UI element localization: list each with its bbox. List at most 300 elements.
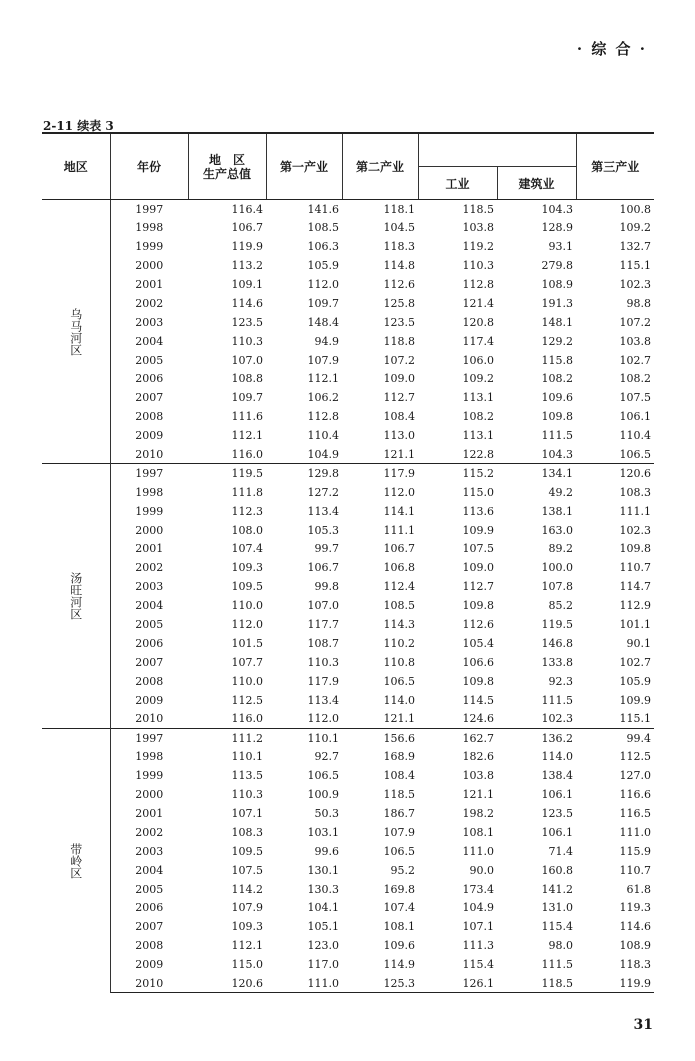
tertiary-cell: 108.2 (619, 372, 651, 386)
primary-cell: 127.2 (307, 485, 339, 499)
table-row (42, 785, 654, 804)
construction-cell: 148.1 (541, 315, 573, 329)
table-row (42, 615, 654, 634)
table-row (42, 313, 654, 332)
table-row (42, 388, 654, 407)
tertiary-cell: 100.8 (576, 200, 654, 219)
construction-cell: 115.4 (541, 920, 573, 934)
industry-cell: 90.0 (469, 863, 494, 877)
primary-cell: 107.0 (307, 599, 339, 613)
year-cell: 2003 (135, 580, 164, 594)
industry-cell: 126.1 (418, 974, 497, 993)
header-secondary: 第二产业 (342, 133, 418, 200)
secondary-cell: 125.3 (342, 974, 418, 993)
industry-cell: 115.4 (462, 958, 494, 972)
table-row (42, 653, 654, 672)
table-row (42, 407, 654, 426)
industry-cell: 108.1 (462, 825, 494, 839)
industry-cell: 109.8 (462, 674, 494, 688)
construction-cell: 129.2 (541, 334, 573, 348)
secondary-cell: 114.3 (383, 618, 415, 632)
year-cell: 1997 (110, 728, 188, 747)
header-gdp-line1: 地 区 (208, 152, 245, 167)
table-row (42, 237, 654, 256)
construction-cell: 104.3 (497, 200, 576, 219)
secondary-cell: 114.9 (383, 958, 415, 972)
industry-cell: 182.6 (462, 750, 494, 764)
primary-cell: 105.9 (307, 259, 339, 273)
tertiary-cell: 119.3 (619, 901, 651, 915)
industry-cell: 121.4 (462, 296, 494, 310)
primary-cell: 141.6 (266, 200, 342, 219)
secondary-cell: 110.8 (383, 655, 415, 669)
secondary-cell: 112.0 (383, 485, 415, 499)
year-cell: 2005 (135, 353, 164, 367)
year-cell: 2005 (135, 882, 164, 896)
year-cell: 2010 (110, 974, 188, 993)
tertiary-cell: 110.7 (619, 863, 651, 877)
secondary-cell: 186.7 (383, 806, 415, 820)
gdp-cell: 106.7 (231, 221, 263, 235)
year-cell: 2004 (135, 863, 164, 877)
industry-cell: 120.8 (462, 315, 494, 329)
gdp-cell: 110.3 (231, 788, 263, 802)
construction-cell: 133.8 (541, 655, 573, 669)
construction-cell: 136.2 (497, 728, 576, 747)
tertiary-cell: 111.1 (619, 504, 651, 518)
year-cell: 2002 (135, 561, 164, 575)
gdp-cell: 107.0 (231, 353, 263, 367)
tertiary-cell: 90.1 (626, 636, 651, 650)
tertiary-cell: 102.3 (619, 278, 651, 291)
industry-cell: 107.5 (462, 542, 494, 556)
table-row (42, 540, 654, 559)
year-cell: 2000 (135, 259, 164, 273)
secondary-cell: 95.2 (390, 863, 415, 877)
table-row (42, 804, 654, 823)
header-tertiary: 第三产业 (576, 133, 654, 200)
tertiary-cell: 98.8 (626, 296, 651, 310)
construction-cell: 109.6 (541, 391, 573, 405)
construction-cell: 118.5 (497, 974, 576, 993)
year-cell: 2007 (135, 655, 164, 669)
construction-cell: 71.4 (548, 844, 573, 858)
gdp-cell: 109.7 (231, 391, 263, 405)
industry-cell: 103.8 (462, 221, 494, 235)
header-industry: 工业 (418, 167, 497, 200)
year-cell: 2009 (135, 429, 164, 443)
gdp-cell: 115.0 (231, 958, 263, 972)
construction-cell: 98.0 (548, 939, 573, 953)
secondary-cell: 168.9 (383, 750, 415, 764)
secondary-cell: 114.1 (383, 504, 415, 518)
construction-cell: 114.0 (541, 750, 573, 764)
tertiary-cell: 101.1 (619, 618, 651, 632)
table-row (42, 275, 654, 294)
gdp-cell: 116.0 (231, 447, 263, 461)
primary-cell: 148.4 (307, 315, 339, 329)
year-cell: 2001 (135, 806, 164, 820)
primary-cell: 106.7 (307, 561, 339, 575)
year-cell: 1997 (110, 200, 188, 219)
primary-cell: 106.2 (307, 391, 339, 405)
table-row (42, 445, 654, 464)
gdp-cell: 116.4 (188, 200, 266, 219)
secondary-cell: 113.0 (383, 429, 415, 443)
industry-cell: 117.4 (462, 334, 494, 348)
construction-cell: 128.9 (541, 221, 573, 235)
tertiary-cell: 112.5 (619, 750, 651, 764)
table-row (42, 200, 654, 219)
table-row (42, 880, 654, 899)
construction-cell: 163.0 (541, 523, 573, 537)
primary-cell: 110.3 (307, 655, 339, 669)
secondary-cell: 108.1 (383, 920, 415, 934)
gdp-cell: 113.5 (231, 769, 263, 783)
industry-cell: 105.4 (462, 636, 494, 650)
construction-cell: 92.3 (548, 674, 573, 688)
tertiary-cell: 102.3 (619, 523, 651, 537)
tertiary-cell: 106.1 (619, 410, 651, 424)
table-row (42, 426, 654, 445)
primary-cell: 112.1 (307, 372, 339, 386)
construction-cell: 191.3 (541, 296, 573, 310)
table-row (42, 294, 654, 313)
tertiary-cell: 109.8 (619, 542, 651, 556)
construction-cell: 119.5 (541, 618, 573, 632)
year-cell: 2009 (135, 693, 164, 707)
gdp-cell: 114.6 (231, 296, 263, 310)
year-cell: 2001 (135, 278, 164, 291)
table-row (42, 691, 654, 710)
industry-cell: 112.6 (462, 618, 494, 632)
primary-cell: 117.9 (307, 674, 339, 688)
year-cell: 2006 (135, 901, 164, 915)
primary-cell: 123.0 (307, 939, 339, 953)
industry-cell: 112.7 (462, 580, 494, 594)
gdp-cell: 111.8 (231, 485, 263, 499)
year-cell: 2006 (135, 372, 164, 386)
year-cell: 2003 (135, 315, 164, 329)
industry-cell: 198.2 (462, 806, 494, 820)
header-gdp-line2: 生产总值 (202, 166, 251, 181)
gdp-cell: 110.0 (231, 599, 263, 613)
table-row (42, 464, 654, 483)
tertiary-cell: 127.0 (619, 769, 651, 783)
gdp-cell: 119.9 (231, 240, 263, 254)
region-name: 带岭区 (42, 728, 110, 992)
gdp-cell: 108.0 (231, 523, 263, 537)
year-cell: 2001 (135, 542, 164, 556)
year-cell: 1998 (135, 485, 164, 499)
secondary-cell: 106.5 (383, 674, 415, 688)
industry-cell: 112.8 (462, 278, 494, 291)
tertiary-cell: 119.9 (576, 974, 654, 993)
table-row (42, 672, 654, 691)
primary-cell: 50.3 (314, 806, 339, 820)
tertiary-cell: 105.9 (619, 674, 651, 688)
gdp-cell: 113.2 (231, 259, 263, 273)
construction-cell: 138.1 (541, 504, 573, 518)
secondary-cell: 109.6 (383, 939, 415, 953)
construction-cell: 111.5 (541, 958, 573, 972)
table-row (42, 766, 654, 785)
construction-cell: 115.8 (541, 353, 573, 367)
gdp-cell: 107.5 (231, 863, 263, 877)
tertiary-cell: 103.8 (619, 334, 651, 348)
primary-cell: 108.5 (307, 221, 339, 235)
secondary-cell: 104.5 (383, 221, 415, 235)
table-row (42, 842, 654, 861)
header-gdp (188, 133, 266, 200)
tertiary-cell: 110.7 (619, 561, 651, 575)
primary-cell: 110.4 (307, 429, 339, 443)
gdp-cell: 110.1 (231, 750, 263, 764)
industry-cell: 103.8 (462, 769, 494, 783)
industry-cell: 111.3 (462, 939, 494, 953)
year-cell: 2004 (135, 599, 164, 613)
construction-cell: 106.1 (541, 825, 573, 839)
year-cell: 1999 (135, 240, 164, 254)
gdp-cell: 111.6 (231, 410, 263, 424)
construction-cell: 134.1 (497, 464, 576, 483)
gdp-cell: 119.5 (188, 464, 266, 483)
primary-cell: 106.5 (307, 769, 339, 783)
tertiary-cell: 61.8 (626, 882, 651, 896)
secondary-cell: 117.9 (342, 464, 418, 483)
secondary-cell: 107.9 (383, 825, 415, 839)
year-cell: 2006 (135, 636, 164, 650)
primary-cell: 113.4 (307, 504, 339, 518)
primary-cell: 117.0 (307, 958, 339, 972)
gdp-cell: 110.0 (231, 674, 263, 688)
primary-cell: 99.6 (314, 844, 339, 858)
table-row (42, 218, 654, 237)
table-row (42, 955, 654, 974)
year-cell: 2004 (135, 334, 164, 348)
primary-cell: 107.9 (307, 353, 339, 367)
industry-cell: 121.1 (462, 788, 494, 802)
tertiary-cell: 108.3 (619, 485, 651, 499)
year-cell: 2010 (135, 447, 164, 461)
gdp-cell: 107.1 (231, 806, 263, 820)
secondary-cell: 121.1 (383, 712, 415, 726)
primary-cell: 109.7 (307, 296, 339, 310)
year-cell: 2008 (135, 410, 164, 424)
tertiary-cell: 132.7 (619, 240, 651, 254)
secondary-cell: 156.6 (342, 728, 418, 747)
year-cell: 2008 (135, 939, 164, 953)
industry-cell: 106.0 (462, 353, 494, 367)
page-number: 31 (633, 1017, 653, 1033)
tertiary-cell: 115.9 (619, 844, 651, 858)
construction-cell: 100.0 (541, 561, 573, 575)
tertiary-cell: 115.1 (619, 259, 651, 273)
industry-cell: 113.6 (462, 504, 494, 518)
secondary-cell: 107.2 (383, 353, 415, 367)
industry-cell: 118.5 (418, 200, 497, 219)
tertiary-cell: 110.4 (619, 429, 651, 443)
industry-cell: 122.8 (462, 447, 494, 461)
year-cell: 2009 (135, 958, 164, 972)
tertiary-cell: 120.6 (576, 464, 654, 483)
primary-cell: 106.3 (307, 240, 339, 254)
industry-cell: 115.2 (418, 464, 497, 483)
construction-cell: 141.2 (541, 882, 573, 896)
secondary-cell: 114.8 (383, 259, 415, 273)
gdp-cell: 114.2 (231, 882, 263, 896)
industry-cell: 113.1 (462, 429, 494, 443)
industry-cell: 111.0 (462, 844, 494, 858)
tertiary-cell: 109.9 (619, 693, 651, 707)
year-cell: 2008 (135, 674, 164, 688)
primary-cell: 112.0 (307, 278, 339, 291)
year-cell: 1998 (135, 221, 164, 235)
year-cell: 2005 (135, 618, 164, 632)
year-cell: 1999 (135, 769, 164, 783)
year-cell: 2000 (135, 523, 164, 537)
gdp-cell: 116.0 (231, 712, 263, 726)
secondary-cell: 108.5 (383, 599, 415, 613)
construction-cell: 279.8 (541, 259, 573, 273)
construction-cell: 138.4 (541, 769, 573, 783)
gdp-cell: 109.3 (231, 561, 263, 575)
industry-cell: 108.2 (462, 410, 494, 424)
table-row (42, 521, 654, 540)
primary-cell: 104.9 (307, 447, 339, 461)
primary-cell: 112.8 (307, 410, 339, 424)
industry-cell: 110.3 (462, 259, 494, 273)
secondary-cell: 111.1 (383, 523, 415, 537)
primary-cell: 105.3 (307, 523, 339, 537)
statistics-table (42, 132, 654, 993)
industry-cell: 113.1 (462, 391, 494, 405)
table-row (42, 332, 654, 351)
gdp-cell: 110.3 (231, 334, 263, 348)
industry-cell: 119.2 (462, 240, 494, 254)
construction-cell: 111.5 (541, 693, 573, 707)
gdp-cell: 123.5 (231, 315, 263, 329)
tertiary-cell: 112.9 (619, 599, 651, 613)
primary-cell: 117.7 (307, 618, 339, 632)
table-row (42, 634, 654, 653)
tertiary-cell: 108.9 (619, 939, 651, 953)
primary-cell: 108.7 (307, 636, 339, 650)
industry-cell: 109.9 (462, 523, 494, 537)
table-row (42, 823, 654, 842)
construction-cell: 107.8 (541, 580, 573, 594)
secondary-cell: 125.8 (383, 296, 415, 310)
tertiary-cell: 102.7 (619, 353, 651, 367)
construction-cell: 89.2 (548, 542, 573, 556)
primary-cell: 112.0 (307, 712, 339, 726)
year-cell: 1997 (110, 464, 188, 483)
industry-cell: 114.5 (462, 693, 494, 707)
primary-cell: 130.1 (307, 863, 339, 877)
tertiary-cell: 116.6 (619, 788, 651, 802)
primary-cell: 94.9 (314, 334, 339, 348)
table-row (42, 728, 654, 747)
tertiary-cell: 111.0 (619, 825, 651, 839)
tertiary-cell: 99.4 (576, 728, 654, 747)
region-name: 乌马河区 (42, 200, 110, 464)
secondary-cell: 114.0 (383, 693, 415, 707)
table-row (42, 936, 654, 955)
secondary-cell: 112.6 (383, 278, 415, 291)
gdp-cell: 112.5 (231, 693, 263, 707)
gdp-cell: 109.3 (231, 920, 263, 934)
primary-cell: 100.9 (307, 788, 339, 802)
gdp-cell: 112.0 (231, 618, 263, 632)
industry-cell: 173.4 (462, 882, 494, 896)
gdp-cell: 109.5 (231, 844, 263, 858)
header-primary: 第一产业 (266, 133, 342, 200)
header-year: 年份 (110, 133, 188, 200)
primary-cell: 103.1 (307, 825, 339, 839)
gdp-cell: 112.3 (231, 504, 263, 518)
gdp-cell: 108.3 (231, 825, 263, 839)
header-construction: 建筑业 (497, 167, 576, 200)
secondary-cell: 118.1 (342, 200, 418, 219)
secondary-cell: 112.7 (383, 391, 415, 405)
table-row (42, 710, 654, 729)
year-cell: 2010 (135, 712, 164, 726)
construction-cell: 108.2 (541, 372, 573, 386)
construction-cell: 106.1 (541, 788, 573, 802)
industry-cell: 109.0 (462, 561, 494, 575)
secondary-cell: 109.0 (383, 372, 415, 386)
construction-cell: 123.5 (541, 806, 573, 820)
tertiary-cell: 109.2 (619, 221, 651, 235)
gdp-cell: 112.1 (231, 429, 263, 443)
table-caption: 2-11 续表 3 (43, 119, 114, 133)
industry-cell: 115.0 (462, 485, 494, 499)
tertiary-cell: 114.7 (619, 580, 651, 594)
primary-cell: 99.7 (314, 542, 339, 556)
tertiary-cell: 114.6 (619, 920, 651, 934)
construction-cell: 108.9 (541, 278, 573, 291)
tertiary-cell: 107.5 (619, 391, 651, 405)
tertiary-cell: 107.2 (619, 315, 651, 329)
secondary-cell: 123.5 (383, 315, 415, 329)
construction-cell: 102.3 (541, 712, 573, 726)
construction-cell: 146.8 (541, 636, 573, 650)
industry-cell: 124.6 (462, 712, 494, 726)
industry-cell: 107.1 (462, 920, 494, 934)
secondary-cell: 107.4 (383, 901, 415, 915)
table-row (42, 351, 654, 370)
secondary-cell: 118.5 (383, 788, 415, 802)
primary-cell: 113.4 (307, 693, 339, 707)
year-cell: 2007 (135, 920, 164, 934)
construction-cell: 93.1 (548, 240, 573, 254)
table-row (42, 898, 654, 917)
secondary-cell: 106.8 (383, 561, 415, 575)
construction-cell: 109.8 (541, 410, 573, 424)
table-row (42, 558, 654, 577)
secondary-cell: 108.4 (383, 769, 415, 783)
table-row (42, 370, 654, 389)
primary-cell: 111.0 (266, 974, 342, 993)
secondary-cell: 112.4 (383, 580, 415, 594)
gdp-cell: 108.8 (231, 372, 263, 386)
table-row (42, 861, 654, 880)
primary-cell: 105.1 (307, 920, 339, 934)
table-row (42, 974, 654, 993)
secondary-cell: 121.1 (383, 447, 415, 461)
primary-cell: 130.3 (307, 882, 339, 896)
gdp-cell: 107.9 (231, 901, 263, 915)
